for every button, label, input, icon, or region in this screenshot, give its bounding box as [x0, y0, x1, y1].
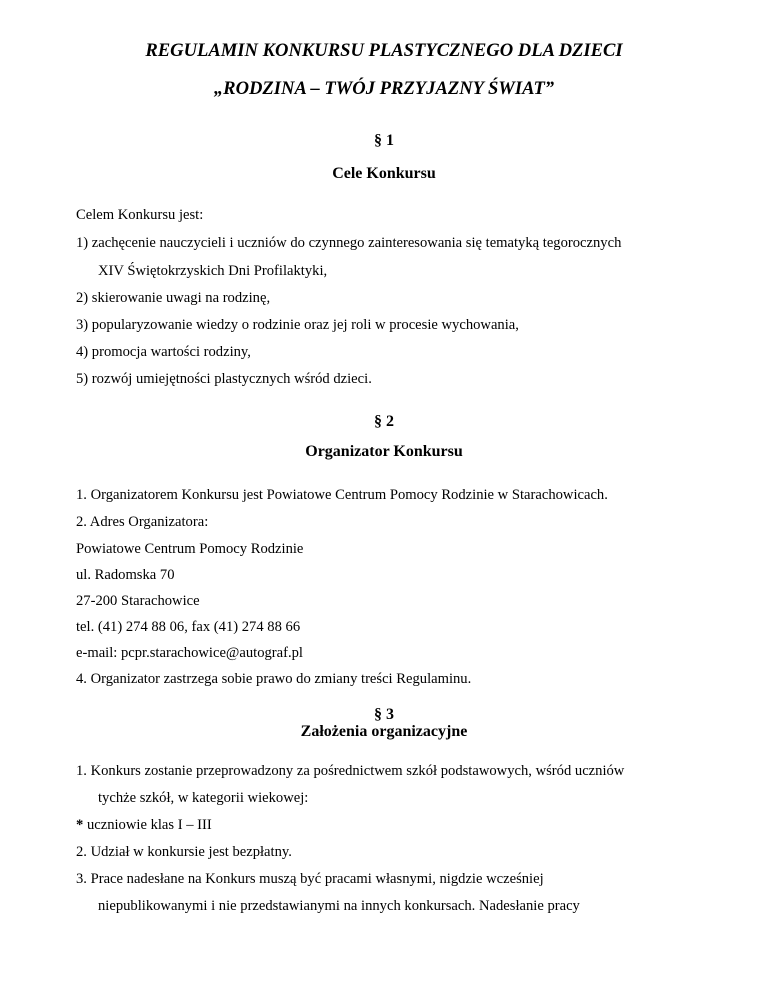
section-2-line: 1. Organizatorem Konkursu jest Powiatowe Centrum Pomocy Rodzinie w Starachowicach. — [76, 487, 608, 503]
section-3-line: tychże szkół, w kategorii wiekowej: — [98, 790, 309, 806]
bullet-marker: * — [76, 817, 84, 833]
section-3-line: 1. Konkurs zostanie przeprowadzony za pośrednictwem szkół podstawowych, wśród uczniów — [76, 763, 625, 779]
section-1-item: 4) promocja wartości rodziny, — [76, 344, 251, 360]
section-1-item: 5) rozwój umiejętności plastycznych wśród dzieci. — [76, 371, 372, 387]
section-3-line: 2. Udział w konkursie jest bezpłatny. — [76, 844, 292, 860]
section-3-list-item-text: uczniowie klas I – III — [86, 817, 212, 833]
section-1-number: § 1 — [374, 132, 394, 149]
document-title-line-1: REGULAMIN KONKURSU PLASTYCZNEGO DLA DZIECI — [145, 40, 623, 61]
section-3-list-item — [76, 816, 212, 834]
section-1-heading: Cele Konkursu — [332, 165, 436, 182]
section-2-line: Powiatowe Centrum Pomocy Rodzinie — [76, 541, 304, 557]
section-1-item: 1) zachęcenie nauczycieli i uczniów do czynnego zainteresowania się tematyką tegorocznych — [76, 235, 622, 251]
section-1-intro: Celem Konkursu jest: — [76, 207, 204, 223]
section-2-line: 4. Organizator zastrzega sobie prawo do zmiany treści Regulaminu. — [76, 671, 472, 687]
section-3-heading: Założenia organizacyjne — [300, 723, 468, 740]
section-2-number: § 2 — [374, 413, 394, 430]
document-title-line-2: „RODZINA – TWÓJ PRZYJAZNY ŚWIAT” — [213, 78, 555, 99]
section-2-line: 2. Adres Organizatora: — [76, 514, 209, 530]
section-2-heading: Organizator Konkursu — [305, 443, 463, 460]
section-3-line: niepublikowanymi i nie przedstawianymi na innych konkursach. Nadesłanie pracy — [98, 898, 580, 914]
section-2-email: e-mail: pcpr.starachowice@autograf.pl — [76, 645, 303, 661]
section-3-line: 3. Prace nadesłane na Konkurs muszą być pracami własnymi, nigdzie wcześniej — [76, 871, 544, 887]
section-2-line: 27-200 Starachowice — [76, 593, 200, 609]
section-2-line: tel. (41) 274 88 06, fax (41) 274 88 66 — [76, 619, 301, 635]
section-1-item: 3) popularyzowanie wiedzy o rodzinie oraz jej roli w procesie wychowania, — [76, 317, 519, 333]
section-2-line: ul. Radomska 70 — [76, 567, 175, 583]
section-1-item: 2) skierowanie uwagi na rodzinę, — [76, 290, 271, 306]
section-3-number: § 3 — [374, 706, 394, 723]
section-1-item: XIV Świętokrzyskich Dni Profilaktyki, — [98, 263, 328, 279]
